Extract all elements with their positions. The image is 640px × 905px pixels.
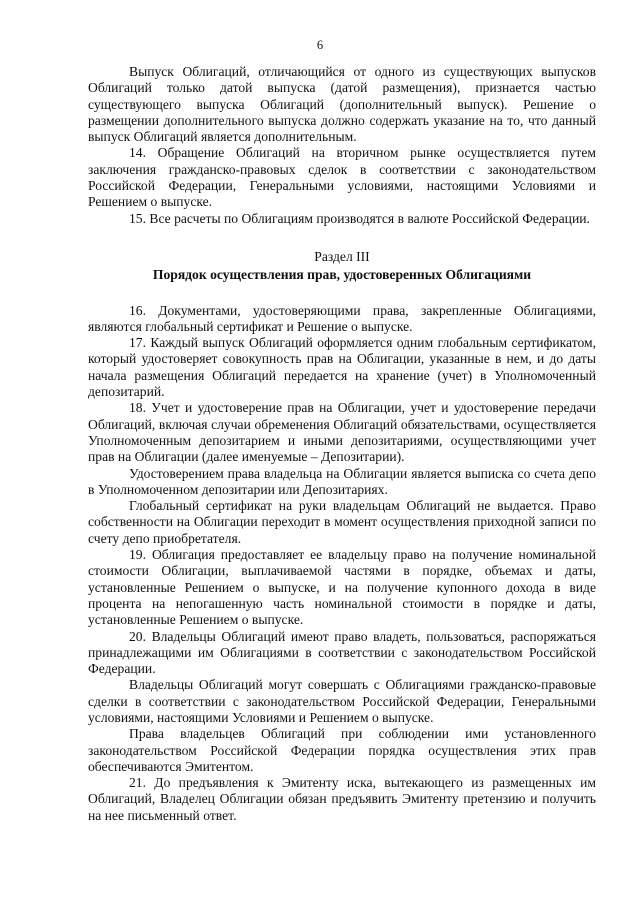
paragraph-15: 15. Все расчеты по Облигациям производятся в валюте Российской Федерации. — [129, 210, 590, 226]
paragraph-21: 21. До предъявления к Эмитенту иска, вытекающего из размещенных им Облигаций, Владелец Облигации обязан предъявить Эмитенту претензию и получить на нее письменный ответ. — [88, 775, 596, 823]
document-body — [88, 64, 596, 824]
paragraph-19: 19. Облигация предоставляет ее владельцу право на получение номинальной стоимости Облигации, выплачиваемой частями в порядке, объемах и даты, установленные Решением о выпуске, и на получение купонного дохода в виде процента на непогашенную часть номинальной стоимости в порядке и даты, установленные Решением о выпуске. — [88, 547, 596, 628]
paragraph-18: 18. Учет и удостоверение прав на Облигации, учет и удостоверение передачи Облигаций, включая случаи обременения Облигаций обязательствами, осуществляется Уполномоченным депозитарием и иными депозитариями, осуществляющими учет прав на Облигации (далее именуемые – Депозитарии). — [88, 400, 596, 465]
paragraph-20-transactions: Владельцы Облигаций могут совершать с Облигациями гражданско-правовые сделки в соответствии с законодательством Российской Федерации, Генеральными условиями, настоящими Условиями и Решением о выпуске. — [88, 677, 596, 725]
paragraph-20: 20. Владельцы Облигаций имеют право владеть, пользоваться, распоряжаться принадлежащими им Облигациями в соответствии с законодательством Российской Федерации. — [88, 628, 596, 677]
paragraph-18-global-certificate: Глобальный сертификат на руки владельцам Облигаций не выдается. Право собственности на Облигации переходит в момент осуществления приходной записи по счету депо приобретателя. — [88, 498, 596, 546]
paragraph-20-rights-protection: Права владельцев Облигаций при соблюдении ими установленного законодательством Российской Федерации порядка осуществления этих прав обеспечиваются Эмитентом. — [88, 726, 596, 774]
page-number: 6 — [316, 38, 324, 52]
section-label: Раздел III — [314, 248, 370, 264]
paragraph-16: 16. Документами, удостоверяющими права, закрепленные Облигациями, являются глобальный сертификат и Решение о выпуске. — [88, 302, 596, 334]
paragraph-additional-issue: Выпуск Облигаций, отличающийся от одного из существующих выпусков Облигаций только датой выпуска (датой размещения), признается частью существующего выпуска Облигаций (дополнительный выпуск). Решение о размещении дополнительного выпуска должно содержать указание на то, что данный выпуск Облигаций является дополнительным. — [88, 64, 596, 145]
section-spacer — [88, 227, 596, 249]
paragraph-18-depo-statement: Удостоверением права владельца на Облигации является выписка со счета депо в Уполномоченном депозитарии или Депозитариях. — [88, 465, 596, 497]
section-title: Порядок осуществления прав, удостоверенных Облигациями — [152, 267, 532, 283]
paragraph-17: 17. Каждый выпуск Облигаций оформляется одним глобальным сертификатом, который удостоверяет совокупность прав на Облигации, указанные в нем, и до даты начала размещения Облигаций передается на хранение (учет) в Уполномоченный депозитарий. — [88, 335, 596, 400]
paragraph-14: 14. Обращение Облигаций на вторичном рынке осуществляется путем заключения гражданско-правовых сделок в соответствии с законодательством Российской Федерации, Генеральными условиями, настоящими Условиями и Решением о выпуске. — [88, 145, 596, 210]
